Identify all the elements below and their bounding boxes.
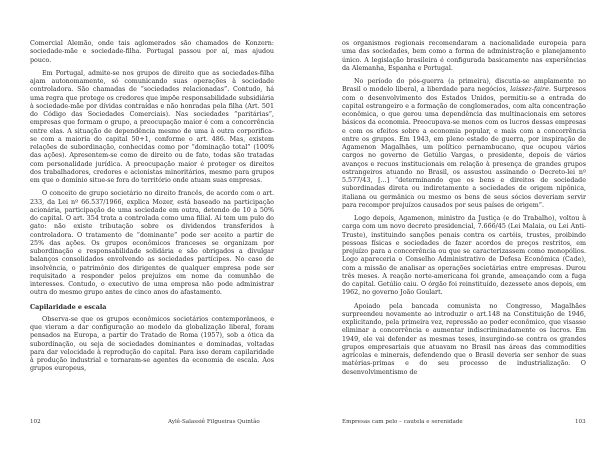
left-page-text: [30, 40, 274, 379]
paragraph-text: . Surpresos com o desenvolvimento dos Estados Unidos, permitiu-se a entrada do capital estrangeiro e a formação de conglomerados, com alta concentração econômica, o que gerou uma dependência das multinacionais em setores básicos da economia. Preocupava-se menos com os lucros dessas empresas e com os efeitos sobre a economia popular, e mais com a concorrência entre os grupos. Em 1943, em pleno estado de guerra, por inspiração de Agamenon Magalhães, um político pernambucano, que ocupou vários cargos no governo de Getúlio Vargas, o presidente, depois de vários avanços e recuos institucionais em relação à presença de grandes grupos estrangeiros atuando no Brasil, os assustou assinando o Decreto-lei nº 5.577/43, [...] “determinando que os bens e direitos de sociedade subordinadas direta ou indiretamente a sociedades de origem nipônica, italiana ou germânica ou mesmo os bens de seus sócios deveriam servir para recompor prejuízos causados por seus países de origem”.: [342, 86, 586, 209]
paragraph: os organismos regionais recomendaram a nacionalidade europeia para uma das sociedades, bem como a forma de administração e planejamento único. A legislação brasileira é configurada basicamente nas experiências da Alemanha, Espanha e Portugal.: [342, 40, 586, 72]
paragraph: Observa-se que os grupos econômicos societários contemporâneos, e que vieram a dar configuração ao modelo da globalização liberal, foram pensados na Europa, a partir do Tratado de Roma (1957), sob a ótica da subordinação, ou seja de sociedades dominantes e dominadas, voltadas para dar velocidade à reprodução do capital. Para isso deram capilaridade à produção industrial e tornaram-se agentes da economia de escala. Aos grupos europeus,: [30, 315, 274, 373]
paragraph: Logo depois, Agamenon, ministro da Justiça (e do Trabalho), voltou à carga com um novo decreto presidencial, 7.666/45 (Lei Malaia, ou Lei Anti-Truste), instituindo sanções penais contra os cartéis, trustes, proibindo pessoas físicas e sociedades de fazer acordos de preços restritos, em prejuízo para a concorrência ou que se caracterizassem como monopólios. Logo apareceria o Conselho Administrativo de Defesa Econômica (Cade), com a missão de analisar as operações societárias entre empresas. Durou três meses. A reação norte-americana foi grande, ameaçando com a fuga do capital. Getúlio caiu. O órgão foi reinstituído, dezessete anos depois, em 1962, no governo João Goulart.: [342, 215, 586, 297]
paragraph: Apoiado pela bancada comunista no Congresso, Magalhães surpreendeu novamente ao introduzir o art.148 na Constituição de 1946, explicitando, pela primeira vez, repressão ao poder econômico, que visasse eliminar a concorrência e aumentar indiscriminadamente os lucros. Em 1949, ele vai defender as mesmas teses, insurgindo-se contra os grandes grupos empresariais que atuavam no Brasil nas áreas das commodities agrícolas e minerais, defendendo que o Brasil deveria ser senhor de suas matérias-primas e do seu processo de industrialização. O desenvolvimentismo de: [342, 302, 586, 376]
paragraph-text: No período do pós-guerra (a primeira), discutia-se amplamente no Brasil o modelo liberal, a liberdade para negócios,: [342, 78, 586, 94]
running-footer-title: Empresas cam pelo – cautela e serenidade: [342, 419, 463, 425]
right-page: [300, 0, 600, 453]
paragraph: Comercial Alemão, onde tais aglomerados são chamados de Konzern: sociedade-mãe e sociedade-filha. Portugal passou por aí, mas ajudou pouco.: [30, 40, 274, 64]
right-page-text: [342, 40, 586, 382]
paragraph: O conceito de grupo societário no direito francês, de acordo com o art. 233, da Lei nº 66.537/1966, explica Mozer, está baseado na participação acionária, participação de uma sociedade em outra, detendo de 10 a 50% do capital. O art. 354 trata a controlada como uma filial. Aí tem um pulo do gato: não existe tributação sobre os dividendos transferidos à controladora. O tratamento de “dominante” pode ser aceito a partir de 25% das ações. Os grupos econômicos franceses se organizam por subordinação e responsabilidade solidária e são obrigados a divulgar balanços consolidados envolvendo as sociedades partícipes. No caso de insolvência, o patrimônio dos dirigentes de qualquer empresa pode ser requisitado a responder pelos prejuízos em nome da comunhão de interesses. Contudo, o executivo de uma empresa não pode administrar outra do mesmo grupo antes de cinco anos do afastamento.: [30, 190, 274, 297]
italic-term: laissez-faire: [510, 86, 549, 94]
section-heading: Capilaridade e escala: [30, 302, 107, 311]
paragraph-postwar: [342, 78, 586, 210]
running-footer-author: Aylê-Salassiê Filgueiras Quintão: [168, 419, 260, 425]
page-number: 102: [30, 419, 41, 425]
page-number: 103: [575, 419, 586, 425]
paragraph: Em Portugal, admite-se nos grupos de direito que as sociedades-filha ajam autonomamente, só comunicando suas operações à sociedade controladora. São chamadas de “sociedades relacionadas”. Contudo, há uma regra que protege os credores que impõe responsabilidade subsidiária à sociedade-mãe por dívidas contraídas e não honradas pela filha (Art. 501 do Código das Sociedades Comerciais). Nas sociedades “paritárias”, empresas que formam o grupo, a preocupação maior é com a concorrência entre elas. A situação de dependência mesmo de uma à outra corporifica-se com a maioria do capital 50+1, conforme o art. 486. Mas, existem relações de subordinação, conhecidas como por “dominação total” (100% das ações). Apresentem-se como de direito ou de fato, todas são tratadas com personalidade jurídica. A preocupação maior é proteger os direitos dos trabalhadores, credores e acionistas minoritários, mesmo para grupos em que o domínio situe-se fora do território onde atuam suas empresas.: [30, 69, 274, 184]
